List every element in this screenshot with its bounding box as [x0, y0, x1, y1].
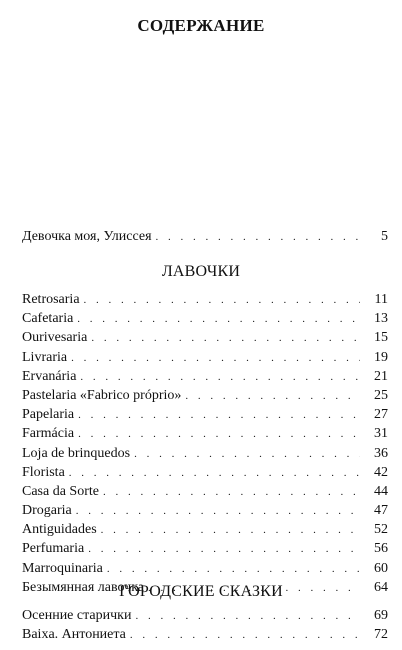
toc-entry[interactable]	[22, 405, 388, 424]
toc-entry[interactable]	[22, 424, 388, 443]
toc-entry-page: 52	[374, 522, 388, 538]
toc-entry[interactable]	[22, 309, 388, 328]
page-title: СОДЕРЖАНИЕ	[137, 16, 265, 35]
toc-entry[interactable]	[22, 444, 388, 463]
toc-leader-dots	[69, 464, 360, 483]
toc-entry-page: 42	[374, 464, 388, 480]
toc-entry-label: Baixa. Антониета	[22, 627, 126, 643]
toc-entry[interactable]	[22, 559, 388, 578]
toc-leader-dots	[185, 387, 360, 406]
toc-entry-label: Девочка моя, Улиссея	[22, 229, 152, 244]
toc-leader-dots	[130, 626, 360, 645]
toc-leader-dots	[84, 291, 360, 310]
toc-entry-label: Ourivesaria	[22, 330, 88, 346]
toc-leader-dots	[156, 228, 360, 247]
toc-entry-label: Pastelaria «Fabrico próprio»	[22, 387, 182, 403]
toc-leader-dots	[135, 607, 360, 626]
toc-leader-dots	[88, 540, 360, 559]
toc-entry-label: Безымянная лавочка	[22, 579, 144, 595]
toc-entry-page: 13	[374, 311, 388, 327]
toc-entry-page: 27	[374, 407, 388, 423]
toc-leader-dots	[78, 406, 360, 425]
toc-leader-dots	[103, 483, 360, 502]
toc-entry-page: 64	[374, 579, 388, 595]
toc-entry-label: Ervanária	[22, 368, 77, 384]
toc-entry-label: Farmácia	[22, 426, 75, 442]
toc-leader-dots	[78, 425, 360, 444]
toc-entry-label: Antiguidades	[22, 522, 97, 538]
toc-entry-label: Drogaria	[22, 503, 72, 519]
toc-entry-label: Papelaria	[22, 407, 75, 423]
toc-entry[interactable]	[22, 501, 388, 520]
toc-entry[interactable]	[22, 227, 388, 246]
toc-entry-page: 47	[374, 503, 388, 519]
toc-leader-dots	[101, 521, 360, 540]
toc-entry[interactable]	[22, 463, 388, 482]
toc-leader-dots	[76, 502, 360, 521]
toc-leader-dots	[91, 329, 360, 348]
toc-entry-label: Loja de brinquedos	[22, 445, 131, 461]
toc-entry[interactable]	[22, 367, 388, 386]
toc-entry-label: Livraria	[22, 349, 68, 365]
toc-entry-page: 31	[374, 426, 388, 442]
toc-entry-page: 21	[374, 368, 388, 384]
section-heading: ЛАВОЧКИ	[161, 263, 241, 280]
toc-entry-page: 69	[374, 608, 388, 623]
toc-leader-dots	[77, 310, 360, 329]
toc-entry[interactable]	[22, 348, 388, 367]
toc-entry-label: Retrosaria	[22, 292, 80, 307]
toc-leader-dots	[71, 349, 360, 368]
toc-entry-label: Осенние старички	[22, 608, 132, 623]
toc-entry-label: Casa da Sorte	[22, 483, 99, 499]
toc-entry-page: 15	[374, 330, 388, 346]
toc-entry[interactable]	[22, 386, 388, 405]
toc-leader-dots	[134, 445, 360, 464]
toc-entry-label: Florista	[22, 464, 65, 480]
toc-entry-page: 11	[374, 292, 388, 307]
toc-entry[interactable]	[22, 328, 388, 347]
toc-entry-page: 25	[374, 387, 388, 403]
toc-entry-page: 19	[374, 349, 388, 365]
section-heading: ГОРОДСКИЕ СКАЗКИ	[119, 583, 283, 600]
toc-entry[interactable]	[22, 520, 388, 539]
toc-entry-label: Marroquinaria	[22, 560, 103, 576]
toc-entry[interactable]	[22, 625, 388, 644]
toc-entry-page: 72	[374, 627, 388, 643]
toc-entry-label: Cafetaria	[22, 311, 74, 327]
toc-entry-page: 5	[381, 229, 388, 244]
toc-entry-label: Perfumaria	[22, 541, 85, 557]
toc-leader-dots	[107, 560, 360, 579]
toc-entry[interactable]	[22, 482, 388, 501]
toc-entry-page: 44	[374, 483, 388, 499]
toc-section-list	[22, 290, 388, 597]
toc-section-list	[22, 606, 388, 644]
toc-entry[interactable]	[22, 606, 388, 625]
toc-entry[interactable]	[22, 539, 388, 558]
toc-entry-page: 36	[374, 445, 388, 461]
toc-entry[interactable]	[22, 290, 388, 309]
toc-entry-page: 56	[374, 541, 388, 557]
toc-leader-dots	[80, 368, 360, 387]
toc-entry-page: 60	[374, 560, 388, 576]
toc-intro-list	[22, 227, 388, 246]
